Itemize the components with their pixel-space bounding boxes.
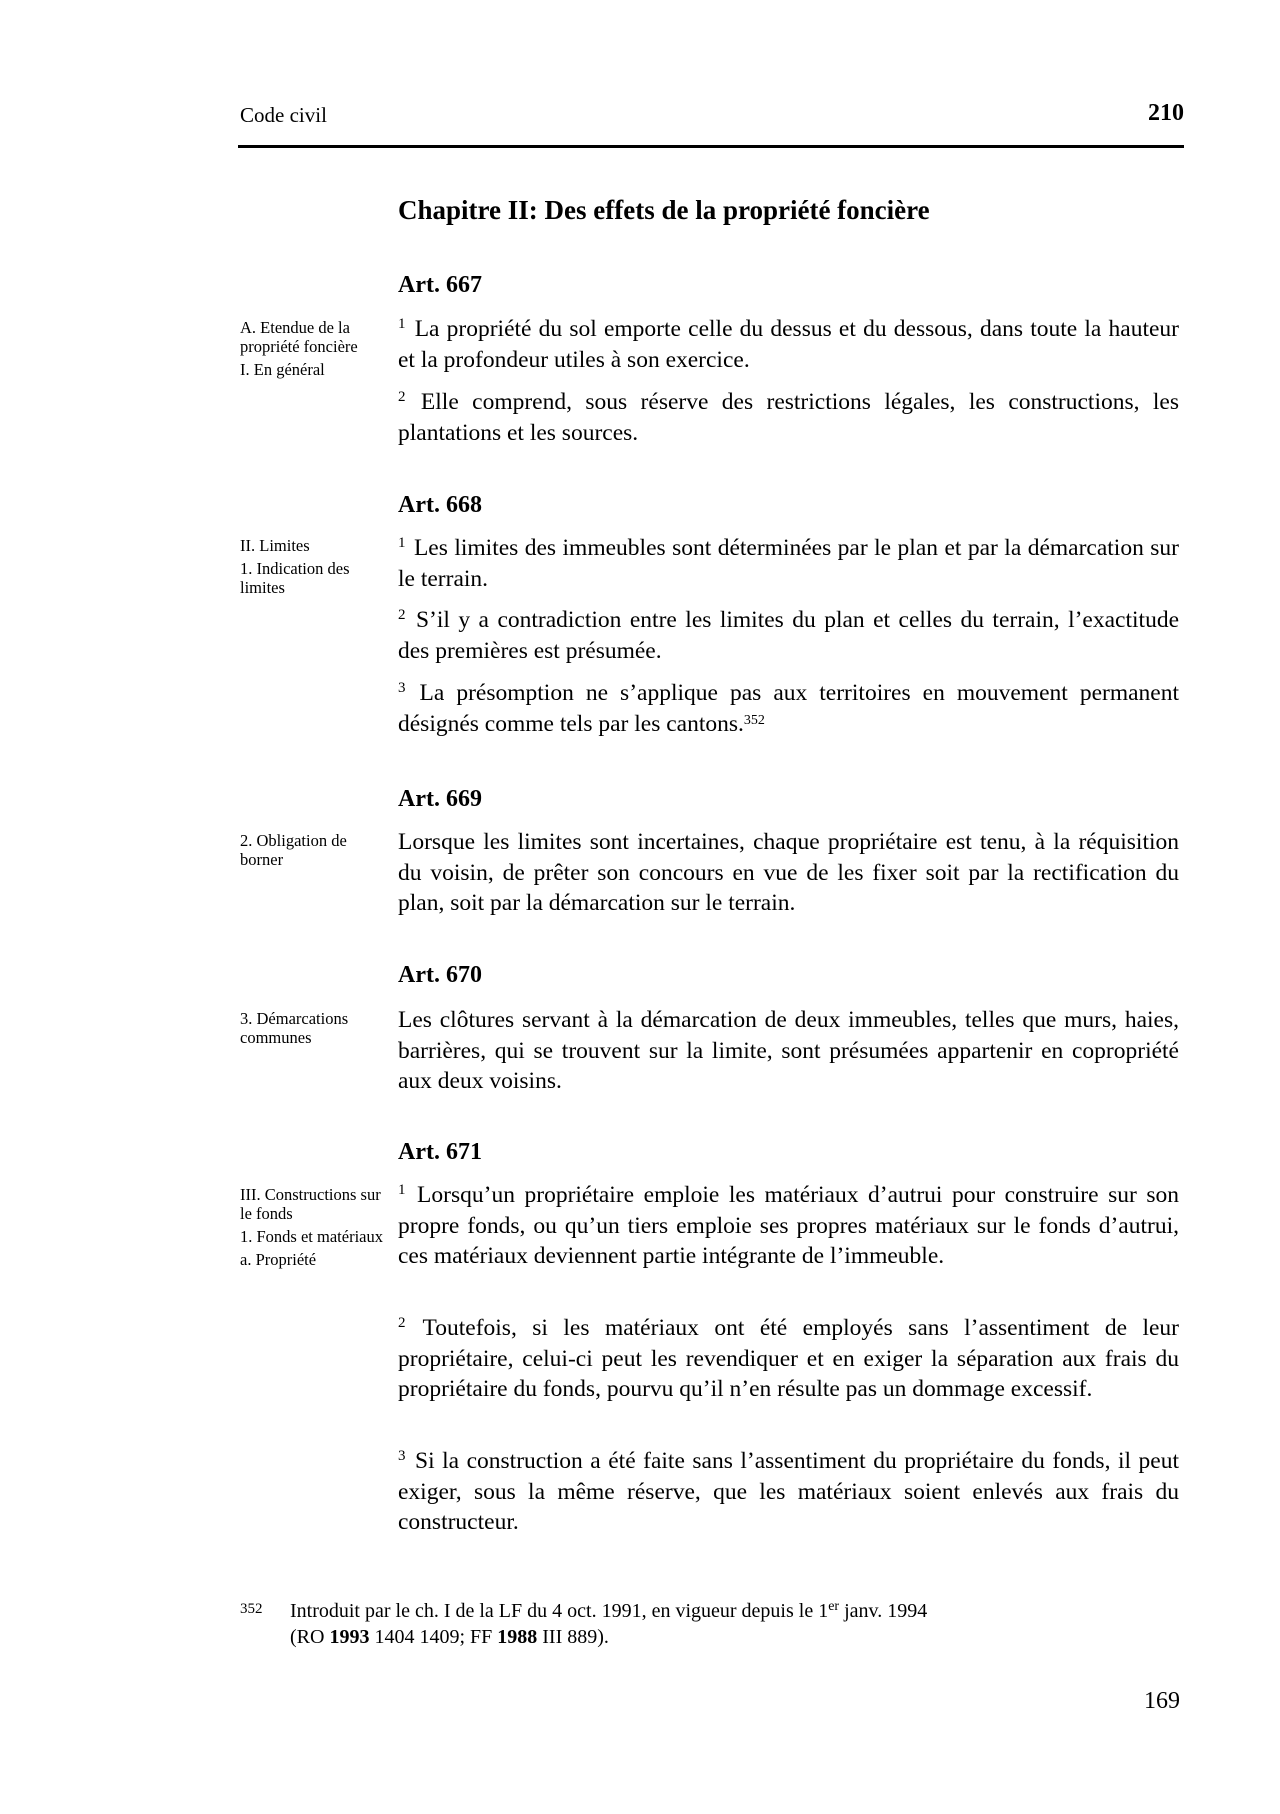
running-header-title: Code civil [240,103,327,127]
article-title: Art. 669 [398,786,482,812]
margin-note-line: III. Constructions sur le fonds [240,1185,381,1223]
paragraph-number: 3 [398,680,406,696]
paragraph-number: 3 [398,1448,406,1464]
running-header-number: 210 [1148,100,1184,126]
margin-note-line: I. En général [240,360,325,379]
margin-note-line: a. Propriété [240,1250,317,1269]
margin-note-line: II. Limites [240,536,310,555]
paragraph [398,1313,1179,1405]
paragraph [398,827,1179,919]
paragraph-text: La présomption ne s’applique pas aux territoires en mouvement permanent désignés comme tels par les cantons. [398,680,1179,737]
paragraph [398,605,1179,666]
paragraph-number: 1 [398,1182,406,1198]
paragraph-text: Les limites des immeubles sont déterminées par le plan et par la démarcation sur le terrain. [398,535,1180,592]
article-title: Art. 667 [398,272,482,298]
paragraph-text: Toutefois, si les matériaux ont été employés sans l’assentiment de leur propriétaire, celui-ci peut les revendiquer et en exiger la séparation aux frais du propriétaire du fonds, pourvu qu’il n’en résulte pas un dommage excessif. [398,1315,1179,1402]
article-title: Art. 668 [398,492,482,518]
paragraph [398,1005,1179,1097]
margin-note-line: 2. Obligation de borner [240,831,347,869]
paragraph [398,678,1179,739]
footnote-line: (RO 1993 1404 1409; FF 1988 III 889). [290,1626,609,1648]
chapter-title: Chapitre II: Des effets de la propriété foncière [398,195,930,225]
paragraph-number: 2 [398,1315,406,1331]
margin-note [240,536,385,601]
paragraph-text: La propriété du sol emporte celle du dessus et du dessous, dans toute la hauteur et la profondeur utiles à son exercice. [398,316,1179,373]
paragraph-number: 1 [398,316,406,332]
paragraph [398,387,1179,448]
paragraph-number: 2 [398,607,406,623]
margin-note-line: A. Etendue de la propriété foncière [240,318,358,356]
footnote-text [290,1598,1190,1650]
footnote-number: 352 [240,1601,263,1617]
margin-note-line: 1. Indication des limites [240,559,350,597]
paragraph [398,1180,1179,1272]
page-number: 169 [1144,1688,1180,1714]
paragraph-text: Lorsque les limites sont incertaines, chaque propriétaire est tenu, à la réquisition du voisin, de prêter son concours en vue de les fixer soit par la rectification du plan, soit par la démarcation sur le terrain. [398,829,1179,916]
paragraph-number: 2 [398,389,406,405]
margin-note [240,1185,385,1273]
article-title: Art. 671 [398,1139,482,1165]
paragraph-text: Les clôtures servant à la démarcation de deux immeubles, telles que murs, haies, barrières, qui se trouvent sur la limite, sont présumées appartenir en copropriété aux deux voisins. [398,1007,1179,1094]
ff-year: 1988 [497,1626,538,1648]
margin-note [240,831,385,873]
footnote-ref[interactable]: 352 [743,712,765,728]
footnote [240,1598,1190,1650]
paragraph-text: Si la construction a été faite sans l’assentiment du propriétaire du fonds, il peut exiger, sous la même réserve, que les matériaux soient enlevés aux frais du constructeur. [398,1448,1179,1535]
footnote-line: Introduit par le ch. I de la LF du 4 oct. 1991, en vigueur depuis le 1er janv. 1994 [290,1599,928,1622]
margin-note [240,1009,385,1051]
margin-note-line: 1. Fonds et matériaux [240,1227,383,1246]
margin-note-line: 3. Démarcations communes [240,1009,349,1047]
paragraph-text: S’il y a contradiction entre les limites du plan et celles du terrain, l’exactitude des premières est présumée. [398,607,1179,664]
header-divider [238,145,1184,148]
article-title: Art. 670 [398,962,482,988]
paragraph-text: Elle comprend, sous réserve des restrictions légales, les constructions, les plantations et les sources. [398,389,1180,446]
ro-year: 1993 [329,1626,370,1648]
margin-note [240,318,385,383]
paragraph [398,533,1179,594]
paragraph [398,314,1179,375]
paragraph [398,1446,1179,1538]
paragraph-text: Lorsqu’un propriétaire emploie les matériaux d’autrui pour construire sur son propre fonds, ou qu’un tiers emploie ses propres matériaux sur le fonds d’autrui, ces matériaux deviennent partie intégrante de l’immeuble. [398,1182,1180,1269]
paragraph-number: 1 [398,535,406,551]
